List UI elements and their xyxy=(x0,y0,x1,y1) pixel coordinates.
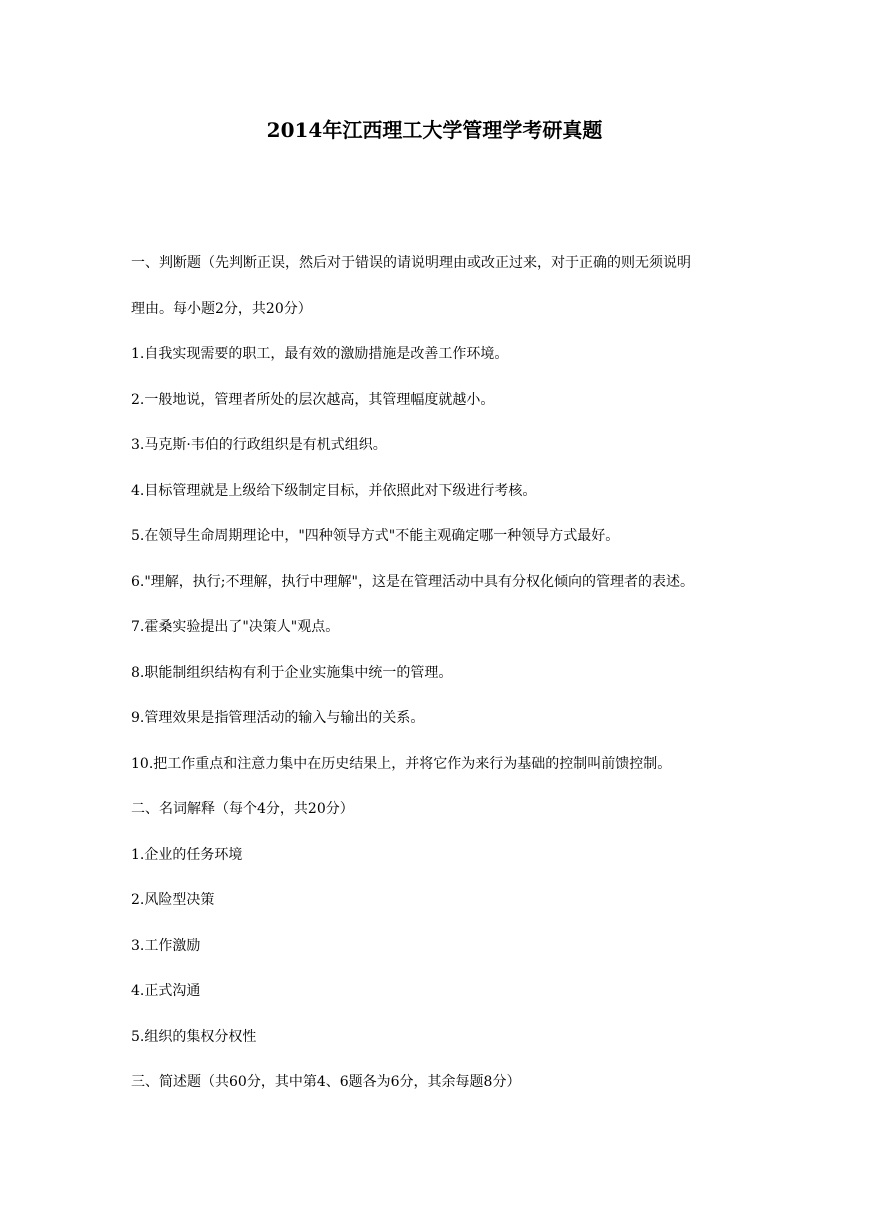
term-item-1: 1.企业的任务环境 xyxy=(131,847,243,863)
judgment-item-10: 10.把工作重点和注意力集中在历史结果上，并将它作为来行为基础的控制叫前馈控制。 xyxy=(131,756,672,772)
section1-heading-line1: 一、判断题（先判断正误，然后对于错误的请说明理由或改正过来，对于正确的则无须说明 xyxy=(131,255,691,271)
judgment-item-5: 5.在领导生命周期理论中，"四种领导方式"不能主观确定哪一种领导方式最好。 xyxy=(131,528,620,544)
judgment-item-2: 2.一般地说，管理者所处的层次越高，其管理幅度就越小。 xyxy=(131,392,495,408)
judgment-item-4: 4.目标管理就是上级给下级制定目标，并依照此对下级进行考核。 xyxy=(131,483,537,499)
judgment-item-7: 7.霍桑实验提出了"决策人"观点。 xyxy=(131,619,340,635)
judgment-item-8: 8.职能制组织结构有利于企业实施集中统一的管理。 xyxy=(131,665,453,681)
judgment-item-1: 1.自我实现需要的职工，最有效的激励措施是改善工作环境。 xyxy=(131,346,509,362)
document-title: 2014年江西理工大学管理学考研真题 xyxy=(266,118,603,142)
section1-heading-line2: 理由。每小题2分，共20分） xyxy=(131,301,312,317)
section3-heading: 三、简述题（共60分，其中第4、6题各为6分，其余每题8分） xyxy=(131,1074,521,1090)
term-item-5: 5.组织的集权分权性 xyxy=(131,1029,257,1045)
term-item-2: 2.风险型决策 xyxy=(131,892,215,908)
judgment-item-9: 9.管理效果是指管理活动的输入与输出的关系。 xyxy=(131,710,425,726)
term-item-4: 4.正式沟通 xyxy=(131,983,201,999)
judgment-item-3: 3.马克斯·韦伯的行政组织是有机式组织。 xyxy=(131,437,387,453)
section2-heading: 二、名词解释（每个4分，共20分） xyxy=(131,801,354,817)
term-item-3: 3.工作激励 xyxy=(131,938,201,954)
judgment-item-6: 6."理解，执行;不理解，执行中理解"，这是在管理活动中具有分权化倾向的管理者的表述。 xyxy=(131,574,694,590)
